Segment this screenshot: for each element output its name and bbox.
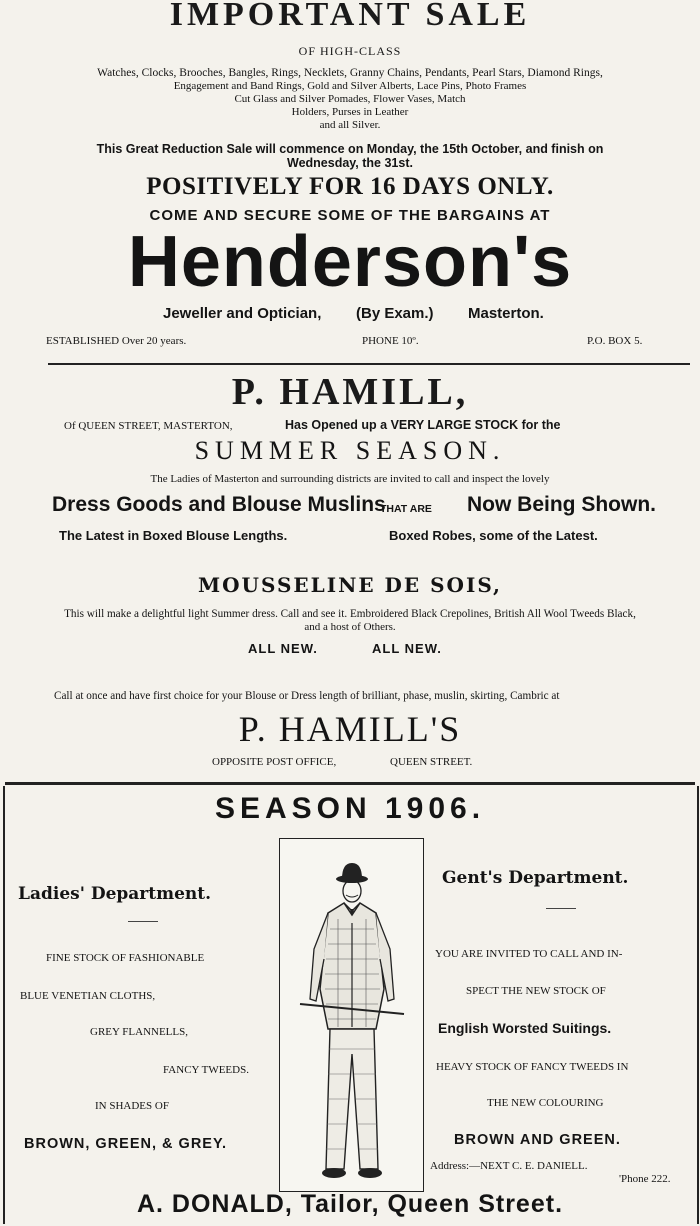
ladies-line-3: GREY FLANNELLS, xyxy=(90,1026,188,1038)
ladies-invite: The Ladies of Masterton and surrounding districts are invited to call and inspect the lovely xyxy=(150,473,550,485)
trade-jeweller: Jeweller and Optician, xyxy=(163,305,322,322)
hamill-title: P. HAMILL, xyxy=(231,371,469,413)
established: ESTABLISHED Over 20 years. xyxy=(46,335,187,347)
gents-colours: BROWN AND GREEN. xyxy=(454,1132,621,1148)
come-and-secure: COME AND SECURE SOME OF THE BARGAINS AT xyxy=(149,207,551,224)
gents-line-2: SPECT THE NEW STOCK OF xyxy=(466,985,606,997)
ladies-colours: BROWN, GREEN, & GREY. xyxy=(24,1136,228,1152)
now-being-shown: Now Being Shown. xyxy=(467,493,656,516)
positively-heading: POSITIVELY FOR 16 DAYS ONLY. xyxy=(146,173,554,200)
ladies-department-heading: Ladies' Department. xyxy=(18,884,212,904)
sale-subtitle: OF HIGH-CLASS xyxy=(298,44,402,58)
gents-line-4: THE NEW COLOURING xyxy=(487,1097,604,1109)
gents-dash xyxy=(546,908,576,909)
dress-goods: Dress Goods and Blouse Muslins xyxy=(52,493,386,516)
ladies-line-2: BLUE VENETIAN CLOTHS, xyxy=(20,990,156,1002)
henderson-pobox: P.O. BOX 5. xyxy=(587,335,643,347)
sale-notice-line-2: Wednesday, the 31st. xyxy=(287,156,413,170)
goods-line-5: and all Silver. xyxy=(319,119,381,131)
sale-title: IMPORTANT SALE xyxy=(169,0,531,33)
donald-footer: A. DONALD, Tailor, Queen Street. xyxy=(136,1190,564,1218)
goods-line-1: Watches, Clocks, Brooches, Bangles, Rings, Necklets, Granny Chains, Pendants, Pearl Stars, Diamond Rings, xyxy=(97,67,603,79)
goods-line-2: Engagement and Band Rings, Gold and Silver Alberts, Lace Pins, Photo Frames xyxy=(173,80,527,92)
hamill-address-prefix: Of QUEEN STREET, MASTERTON, xyxy=(64,420,233,432)
donald-phone: 'Phone 222. xyxy=(619,1173,671,1185)
gents-worsted: English Worsted Suitings. xyxy=(438,1020,612,1036)
ladies-line-1: FINE STOCK OF FASHIONABLE xyxy=(46,952,205,964)
donald-address: Address:—NEXT C. E. DANIELL. xyxy=(430,1160,588,1172)
divider-2 xyxy=(5,782,695,785)
that-are: THAT ARE xyxy=(380,503,432,515)
sale-notice-line-1: This Great Reduction Sale will commence on Monday, the 15th October, and finish on xyxy=(96,142,604,156)
gentleman-illustration-frame xyxy=(279,838,424,1192)
all-new-1: ALL NEW. xyxy=(248,641,318,656)
goods-line-4: Holders, Purses in Leather xyxy=(291,106,409,118)
gents-line-3: HEAVY STOCK OF FANCY TWEEDS IN xyxy=(436,1061,629,1073)
goods-line-3: Cut Glass and Silver Pomades, Flower Vases, Match xyxy=(234,93,466,105)
gents-department-heading: Gent's Department. xyxy=(442,868,629,888)
hendersons-brand: Henderson's xyxy=(127,222,573,302)
trade-town: Masterton. xyxy=(468,305,544,322)
gentleman-illustration xyxy=(280,839,423,1191)
summer-season: SUMMER SEASON. xyxy=(194,436,506,465)
call-at-once: Call at once and have first choice for your Blouse or Dress length of brilliant, phase, muslin, skirting, Cambric at xyxy=(54,690,560,702)
latest-blouse-lengths: The Latest in Boxed Blouse Lengths. xyxy=(59,528,288,543)
delight-line-1: This will make a delightful light Summer dress. Call and see it. Embroidered Black Crepolines, British All Wool Tweeds Black, xyxy=(64,608,636,620)
divider-1 xyxy=(48,363,690,365)
opposite-post-office: OPPOSITE POST OFFICE, xyxy=(212,756,337,768)
ladies-line-4: FANCY TWEEDS. xyxy=(163,1064,249,1076)
ladies-dash xyxy=(128,921,158,922)
hamill-opened: Has Opened up a VERY LARGE STOCK for the xyxy=(285,418,561,432)
henderson-phone: PHONE 10º. xyxy=(362,335,419,347)
gents-line-1: YOU ARE INVITED TO CALL AND IN- xyxy=(435,948,623,960)
mousseline-de-sois: MOUSSELINE DE SOIS, xyxy=(197,573,503,597)
queen-street: QUEEN STREET. xyxy=(390,756,473,768)
season-1906: SEASON 1906. xyxy=(214,792,486,825)
boxed-robes: Boxed Robes, some of the Latest. xyxy=(389,528,598,543)
trade-exam: (By Exam.) xyxy=(356,305,434,322)
hamills-name: P. HAMILL'S xyxy=(238,709,462,749)
delight-line-2: and a host of Others. xyxy=(304,621,396,633)
all-new-2: ALL NEW. xyxy=(372,641,442,656)
ladies-line-5: IN SHADES OF xyxy=(95,1100,169,1112)
